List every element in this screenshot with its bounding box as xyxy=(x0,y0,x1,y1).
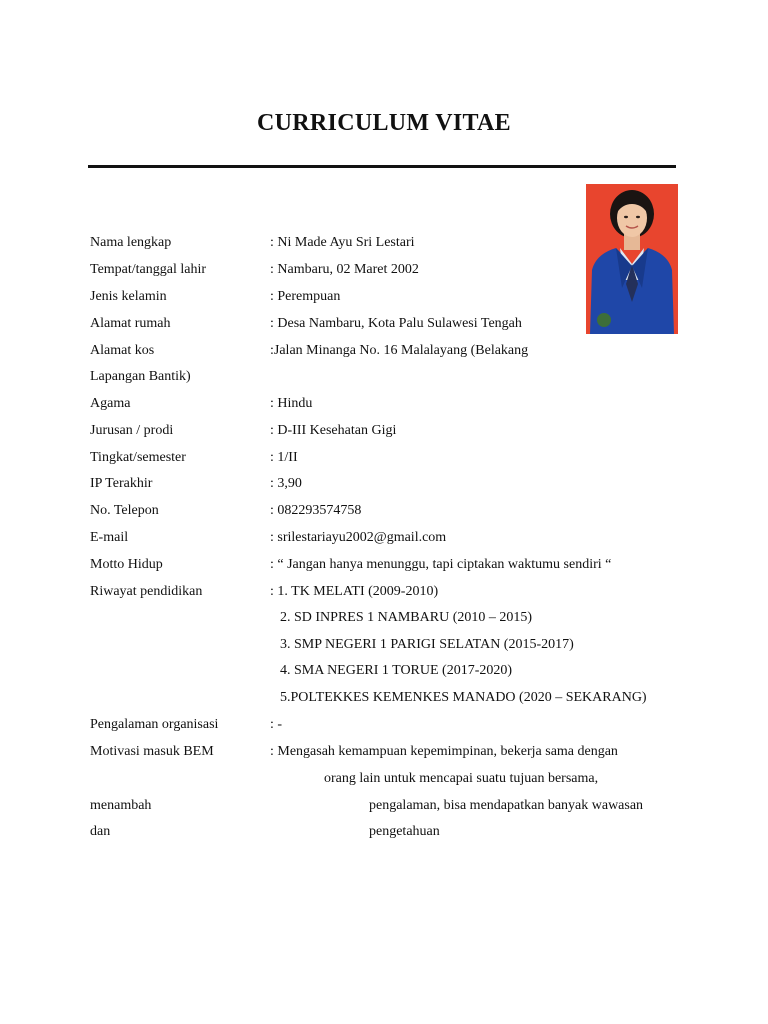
field-value: : - xyxy=(270,717,283,732)
motivation-row xyxy=(90,819,690,845)
field-label: IP Terakhir xyxy=(90,476,153,491)
motivation-row xyxy=(90,793,690,819)
field-row-jk xyxy=(90,284,690,310)
field-value: : Mengasah kemampuan kepemimpinan, bekerja sama dengan xyxy=(270,744,618,759)
field-value-continuation: Lapangan Bantik) xyxy=(90,369,191,384)
field-label: Jenis kelamin xyxy=(90,289,167,304)
field-value: : Nambaru, 02 Maret 2002 xyxy=(270,262,419,277)
field-label: Agama xyxy=(90,396,131,411)
field-value: : 1/II xyxy=(270,450,298,465)
field-value: : Hindu xyxy=(270,396,313,411)
field-row-telp xyxy=(90,498,690,524)
motivation-text: pengalaman, bisa mendapatkan banyak wawasan xyxy=(369,798,644,813)
field-label: Motivasi masuk BEM xyxy=(90,744,214,759)
field-row-alamat xyxy=(90,311,690,337)
field-value: : Perempuan xyxy=(270,289,341,304)
field-row-motto xyxy=(90,552,690,578)
education-item: 4. SMA NEGERI 1 TORUE (2017-2020) xyxy=(280,663,513,678)
field-value: : D-III Kesehatan Gigi xyxy=(270,423,397,438)
field-row-kos xyxy=(90,338,690,364)
field-label: Jurusan / prodi xyxy=(90,423,174,438)
field-row-riwayat xyxy=(90,579,690,605)
field-label: Tempat/tanggal lahir xyxy=(90,262,207,277)
field-label: Riwayat pendidikan xyxy=(90,584,203,599)
education-row xyxy=(90,685,690,711)
field-label: Pengalaman organisasi xyxy=(90,717,219,732)
education-row xyxy=(90,658,690,684)
education-item: 3. SMP NEGERI 1 PARIGI SELATAN (2015-2017) xyxy=(280,637,574,652)
motivation-text: menambah xyxy=(90,798,152,813)
field-value: : srilestariayu2002@gmail.com xyxy=(270,530,447,545)
field-label: Nama lengkap xyxy=(90,235,172,250)
cv-title: CURRICULUM VITAE xyxy=(257,110,511,136)
field-row-email xyxy=(90,525,690,551)
field-row-nama xyxy=(90,230,690,256)
motivation-text: dan xyxy=(90,824,111,839)
field-label: Tingkat/semester xyxy=(90,450,186,465)
field-row-jurusan xyxy=(90,418,690,444)
field-label: No. Telepon xyxy=(90,503,159,518)
field-label: Alamat kos xyxy=(90,343,155,358)
field-value: : Desa Nambaru, Kota Palu Sulawesi Tengah xyxy=(270,316,522,331)
education-row xyxy=(90,632,690,658)
field-value: :Jalan Minanga No. 16 Malalayang (Belakang xyxy=(270,343,529,358)
field-value: : Ni Made Ayu Sri Lestari xyxy=(270,235,415,250)
field-row-motivasi xyxy=(90,739,690,765)
field-label: Alamat rumah xyxy=(90,316,171,331)
field-value: : 082293574758 xyxy=(270,503,362,518)
field-row-organisasi xyxy=(90,712,690,738)
motivation-text: pengetahuan xyxy=(369,824,440,839)
field-label: E-mail xyxy=(90,530,129,545)
motivation-row xyxy=(90,766,690,792)
education-item: 5.POLTEKKES KEMENKES MANADO (2020 – SEKARANG) xyxy=(280,690,647,705)
field-value: : 3,90 xyxy=(270,476,302,491)
motivation-text: orang lain untuk mencapai suatu tujuan bersama, xyxy=(324,771,599,786)
field-row-ip xyxy=(90,471,690,497)
field-row-tingkat xyxy=(90,445,690,471)
education-item: : 1. TK MELATI (2009-2010) xyxy=(270,584,439,599)
field-label: Motto Hidup xyxy=(90,557,163,572)
education-item: 2. SD INPRES 1 NAMBARU (2010 – 2015) xyxy=(280,610,533,625)
field-row-agama xyxy=(90,391,690,417)
education-row xyxy=(90,605,690,631)
field-value: : “ Jangan hanya menunggu, tapi ciptakan waktumu sendiri “ xyxy=(270,557,612,572)
field-row-kos-cont xyxy=(90,364,690,390)
field-row-ttl xyxy=(90,257,690,283)
title-divider xyxy=(88,165,676,168)
